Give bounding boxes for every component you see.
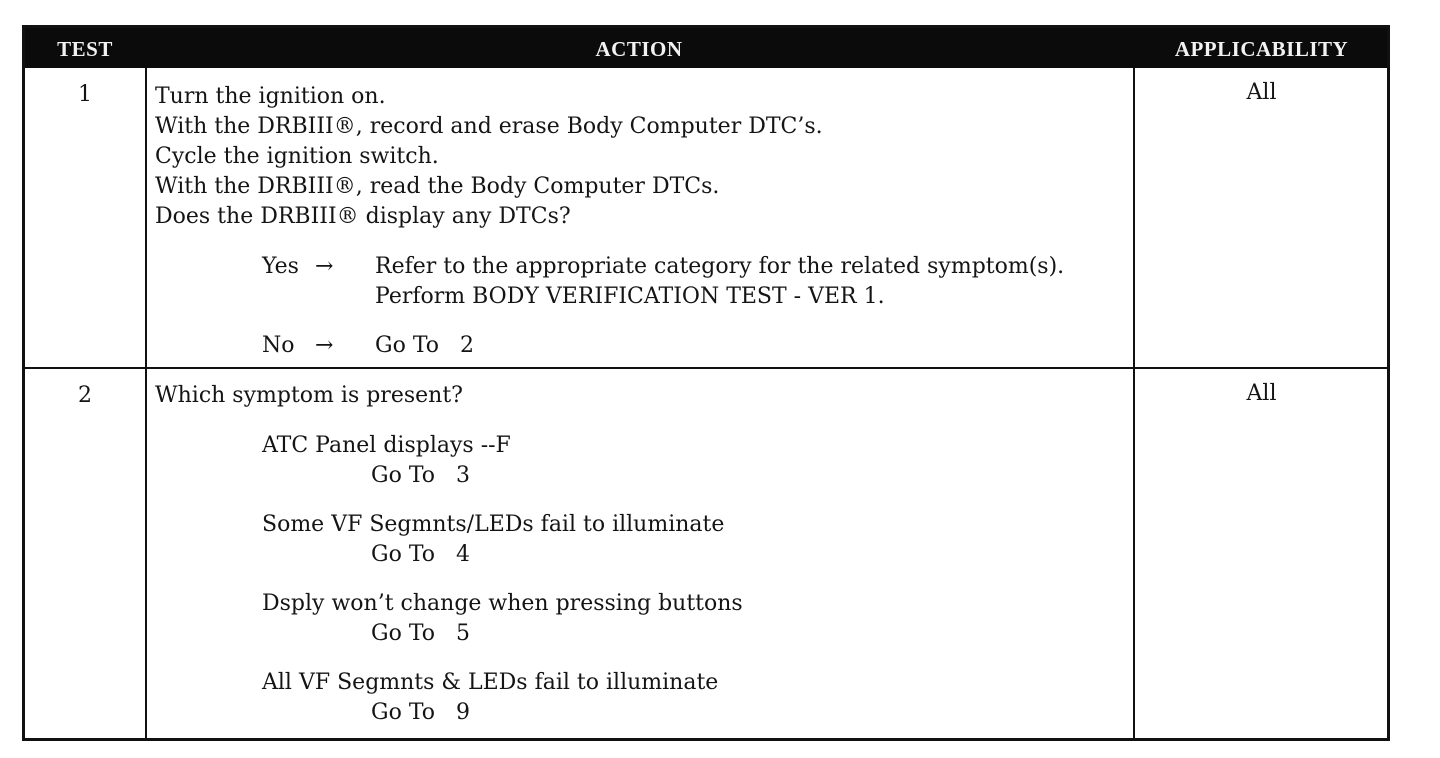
no-label: No (262, 333, 295, 358)
yes-result: Refer to the appropriate category for the related symptom(s). (375, 254, 1065, 279)
applicability-value: All (1246, 80, 1277, 105)
goto-step: Go To 5 (371, 621, 470, 646)
table-row (25, 68, 1387, 367)
goto-step: Go To 9 (371, 700, 470, 725)
applicability-value: All (1246, 381, 1277, 406)
test-number: 2 (78, 383, 92, 408)
header-action: ACTION (595, 37, 683, 61)
goto-step: Go To 3 (371, 463, 470, 488)
table-row (25, 369, 1387, 741)
yes-result: Perform BODY VERIFICATION TEST - VER 1. (375, 284, 885, 309)
header-test: TEST (57, 37, 113, 61)
action-step: Does the DRBIII® display any DTCs? (155, 204, 571, 229)
action-step: With the DRBIII®, record and erase Body Computer DTC’s. (155, 114, 823, 139)
yes-label: Yes (262, 254, 299, 279)
action-step: With the DRBIII®, read the Body Computer DTCs. (155, 174, 720, 199)
goto-step: Go To 4 (371, 542, 470, 567)
diagnostic-table (22, 25, 1390, 741)
symptom-option: ATC Panel displays --F (262, 433, 511, 458)
symptom-question: Which symptom is present? (155, 383, 463, 408)
symptom-option: All VF Segmnts & LEDs fail to illuminate (262, 670, 719, 695)
no-result: Go To 2 (375, 333, 474, 358)
action-step: Turn the ignition on. (155, 84, 386, 109)
symptom-option: Some VF Segmnts/LEDs fail to illuminate (262, 512, 725, 537)
right-arrow-icon: → (315, 333, 334, 358)
action-step: Cycle the ignition switch. (155, 144, 439, 169)
table-header (25, 28, 1387, 68)
test-number: 1 (78, 82, 92, 107)
symptom-option: Dsply won’t change when pressing buttons (262, 591, 743, 616)
right-arrow-icon: → (315, 254, 334, 279)
header-applicability: APPLICABILITY (1174, 37, 1349, 61)
